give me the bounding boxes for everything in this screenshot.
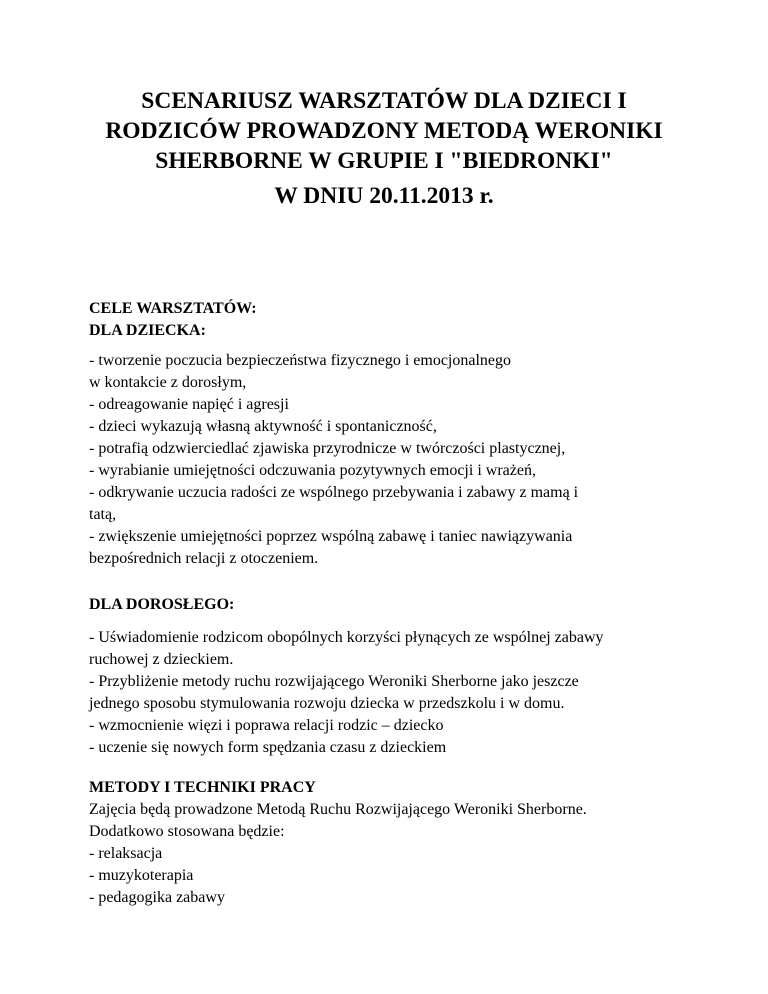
adult-goals-heading: DLA DOROSŁEGO: xyxy=(89,596,235,613)
child-goals-list xyxy=(89,350,709,570)
adult-goals-list xyxy=(89,627,709,759)
list-item: w kontakcie z dorosłym, xyxy=(89,374,247,391)
list-item: - Przybliżenie metody ruchu rozwijającego Weroniki Sherborne jako jeszcze xyxy=(89,673,579,690)
methods-line: Zajęcia będą prowadzone Metodą Ruchu Rozwijającego Weroniki Sherborne. xyxy=(89,801,587,818)
methods-heading: METODY I TECHNIKI PRACY xyxy=(89,779,316,796)
child-goals-heading: DLA DZIECKA: xyxy=(89,322,206,339)
list-item: - muzykoterapia xyxy=(89,867,194,884)
methods-section xyxy=(89,777,709,909)
title-line: SHERBORNE W GRUPIE I "BIEDRONKI" xyxy=(155,148,613,174)
list-item: bezpośrednich relacji z otoczeniem. xyxy=(89,550,319,567)
title-line: RODZICÓW PROWADZONY METODĄ WERONIKI xyxy=(105,118,663,144)
list-item: - dzieci wykazują własną aktywność i spontaniczność, xyxy=(89,418,437,435)
list-item: - uczenie się nowych form spędzania czasu z dzieckiem xyxy=(89,739,447,756)
list-item: - Uświadomienie rodzicom obopólnych korzyści płynących ze wspólnej zabawy xyxy=(89,629,604,646)
document-date: W DNIU 20.11.2013 r. xyxy=(274,183,494,209)
list-item: - pedagogika zabawy xyxy=(89,889,225,906)
list-item: - wzmocnienie więzi i poprawa relacji rodzic – dziecko xyxy=(89,717,444,734)
list-item: - relaksacja xyxy=(89,845,163,862)
goals-heading: CELE WARSZTATÓW: xyxy=(89,300,257,317)
list-item: - odreagowanie napięć i agresji xyxy=(89,396,289,413)
title-line: SCENARIUSZ WARSZTATÓW DLA DZIECI I xyxy=(141,88,627,114)
list-item: - wyrabianie umiejętności odczuwania pozytywnych emocji i wrażeń, xyxy=(89,462,536,479)
list-item: ruchowej z dzieckiem. xyxy=(89,651,234,668)
list-item: - zwiększenie umiejętności poprzez wspólną zabawę i taniec nawiązywania xyxy=(89,528,573,545)
list-item: jednego sposobu stymulowania rozwoju dziecka w przedszkolu i w domu. xyxy=(89,695,565,712)
list-item: - tworzenie poczucia bezpieczeństwa fizycznego i emocjonalnego xyxy=(89,352,512,369)
goals-section xyxy=(89,298,709,342)
list-item: tatą, xyxy=(89,506,117,523)
list-item: - odkrywanie uczucia radości ze wspólnego przebywania i zabawy z mamą i xyxy=(89,484,579,501)
document-title xyxy=(60,86,708,176)
methods-line: Dodatkowo stosowana będzie: xyxy=(89,823,285,840)
list-item: - potrafią odzwierciedlać zjawiska przyrodnicze w twórczości plastycznej, xyxy=(89,440,566,457)
adult-goals-section xyxy=(89,594,709,616)
